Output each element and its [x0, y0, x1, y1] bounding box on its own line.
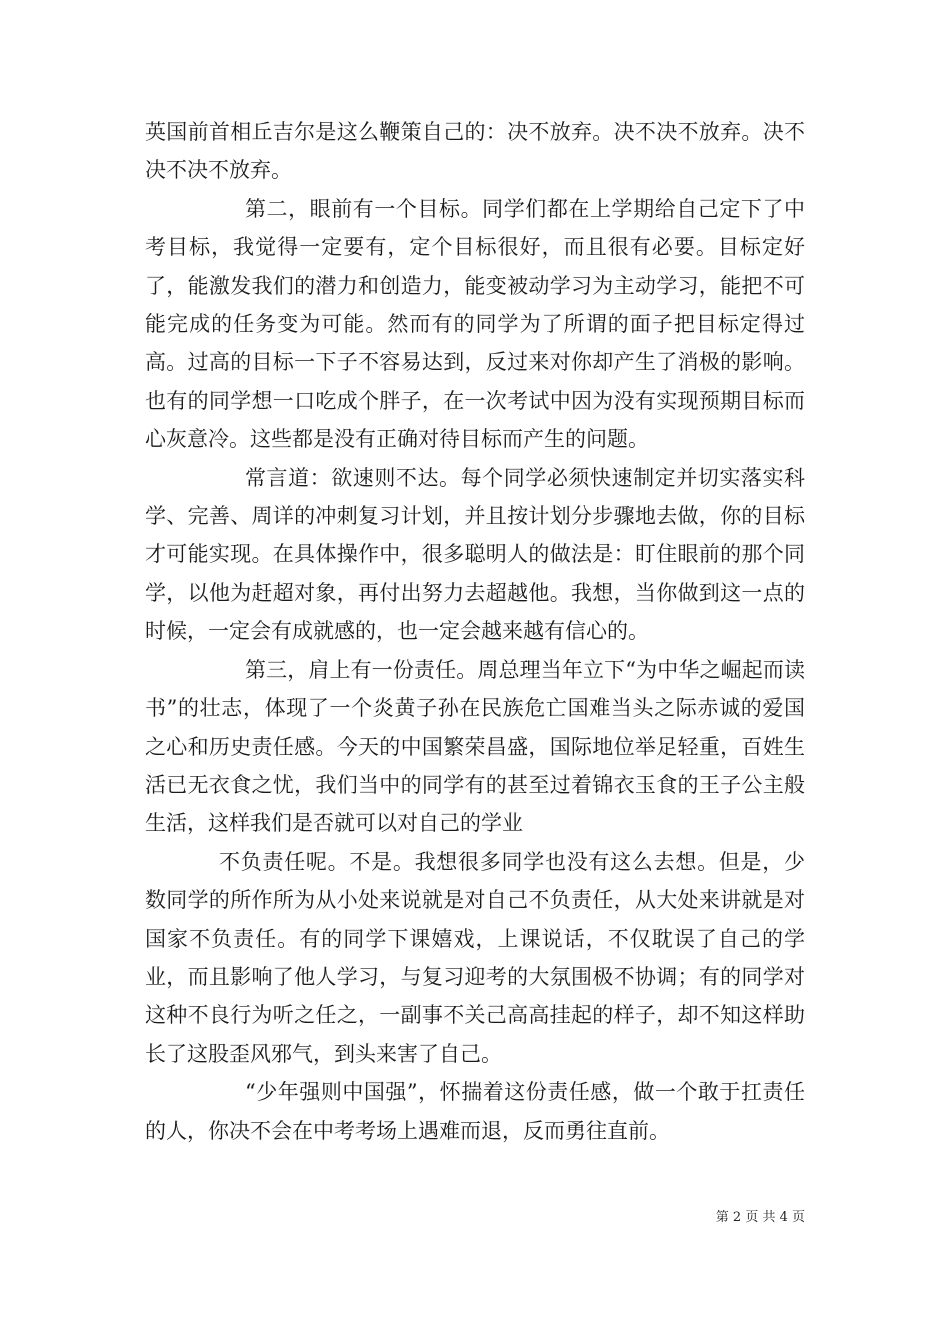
paragraph-youth-strong: “少年强则中国强”，怀揣着这份责任感，做一个敢于扛责任的人，你决不会在中考考场上遇难而退，反而勇往直前。 — [145, 1080, 805, 1143]
paragraph-third-responsibility: 第三，肩上有一份责任。周总理当年立下“为中华之崛起而读书”的壮志，体现了一个炎黄子孙在民族危亡国难当头之际赤诚的爱国之心和历史责任感。今天的中国繁荣昌盛，国际地位举足轻重，百姓生活已无衣食之忧，我们当中的同学有的甚至过着锦衣玉食的王子公主般生活，这样我们是否就可以对自己的学业 — [145, 657, 805, 836]
body-text — [145, 113, 805, 1150]
paragraph-second-goal: 第二，眼前有一个目标。同学们都在上学期给自己定下了中考目标，我觉得一定要有，定个目标很好，而且很有必要。目标定好了，能激发我们的潜力和创造力，能变被动学习为主动学习，能把不可能完成的任务变为可能。然而有的同学为了所谓的面子把目标定得过高。过高的目标一下子不容易达到，反过来对你却产生了消极的影响。也有的同学想一口吃成个胖子，在一次考试中因为没有实现预期目标而心灰意冷。这些都是没有正确对待目标而产生的问题。 — [145, 196, 805, 452]
page-number: 第 2 页 共 4 页 — [715, 1210, 805, 1225]
paragraph-irresponsibility: 不负责任呢。不是。我想很多同学也没有这么去想。但是，少数同学的所作所为从小处来说就是对自己不负责任，从大处来讲就是对国家不负责任。有的同学下课嬉戏，上课说话，不仅耽误了自己的学业，而且影响了他人学习，与复习迎考的大氛围极不协调；有的同学对这种不良行为听之任之，一副事不关己高高挂起的样子，却不知这样助长了这股歪风邪气，到头来害了自己。 — [145, 849, 805, 1066]
paragraph-churchill-quote: 英国前首相丘吉尔是这么鞭策自己的：决不放弃。决不决不放弃。决不决不决不放弃。 — [145, 120, 805, 183]
paragraph-haste-proverb: 常言道：欲速则不达。每个同学必须快速制定并切实落实科学、完善、周详的冲刺复习计划，并且按计划分步骤地去做，你的目标才可能实现。在具体操作中，很多聪明人的做法是：盯住眼前的那个同学，以他为赶超对象，再付出努力去超越他。我想，当你做到这一点的时候，一定会有成就感的，也一定会越来越有信心的。 — [145, 465, 805, 644]
